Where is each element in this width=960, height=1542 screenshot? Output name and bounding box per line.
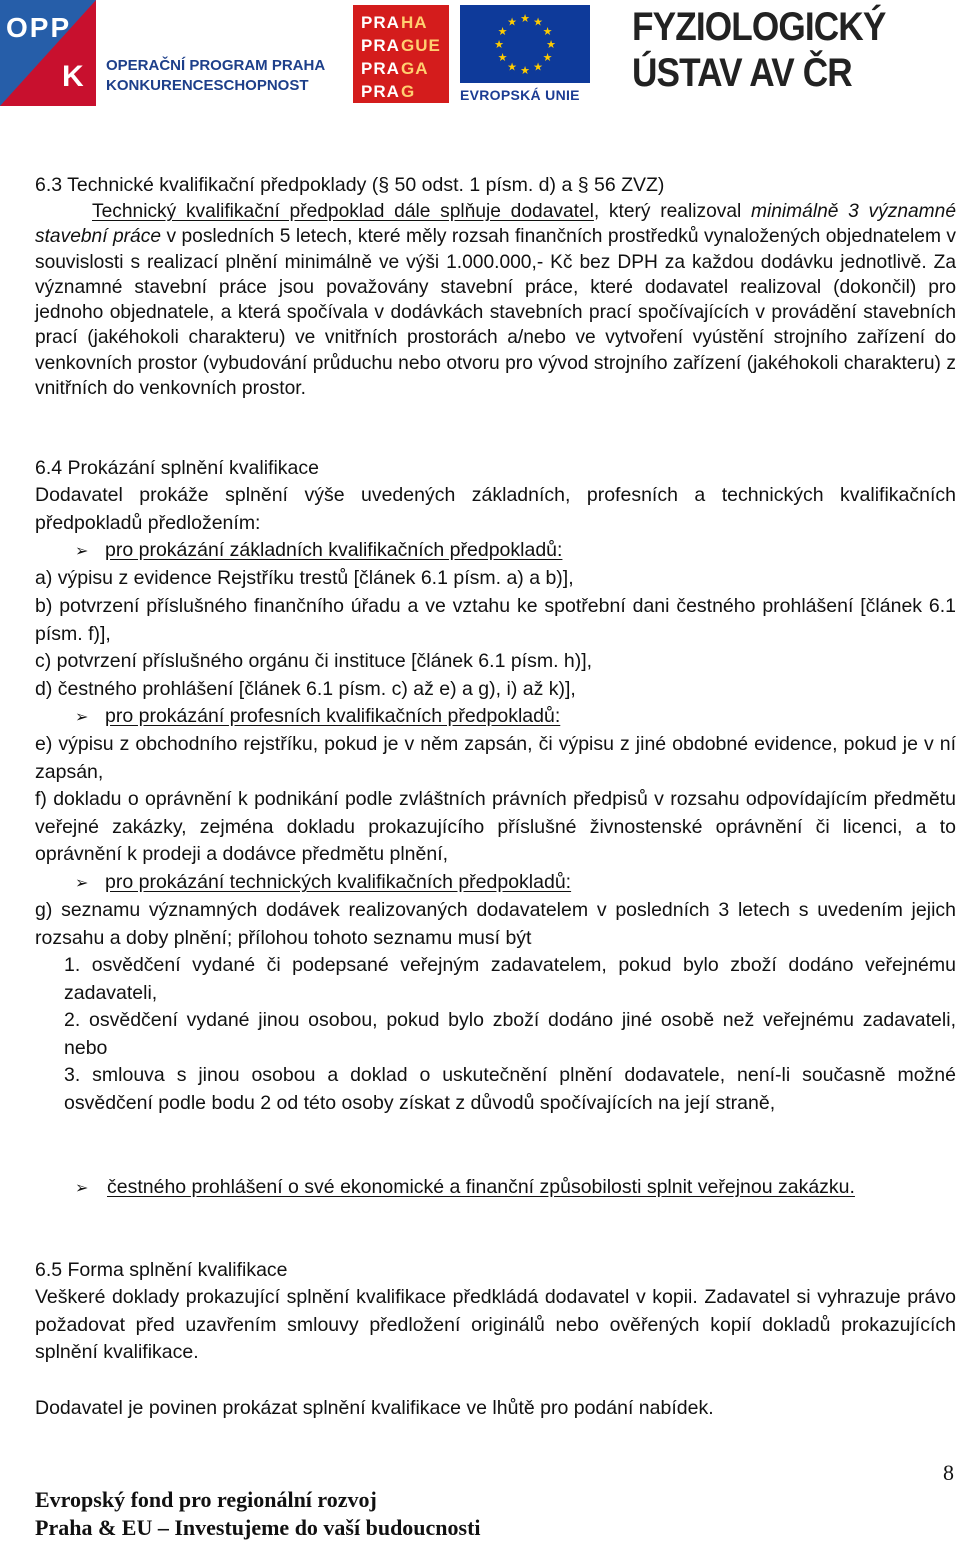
eu-label: EVROPSKÁ UNIE: [460, 87, 580, 103]
praha-logo: [353, 5, 449, 103]
praha-logo-syllable: HA: [401, 13, 428, 32]
opp-program-name: [106, 56, 325, 96]
list-item-c: c) potvrzení příslušného orgánu či instituce [článek 6.1 písm. h)],: [35, 650, 593, 672]
bullet-label: čestného prohlášení o své ekonomické a finanční způsobilosti splnit veřejnou zakázku.: [107, 1176, 855, 1198]
arrow-bullet-icon: ➢: [75, 541, 89, 560]
list-item-g: g) seznamu významných dodávek realizovaných dodavatelem v posledních 3 letech s uvedením jejich rozsahu a doby plnění; přílohou tohoto seznamu musí být: [35, 899, 956, 949]
fu-logo: [632, 4, 885, 96]
opp-logo-k: K: [62, 60, 84, 93]
list-item-b: b) potvrzení příslušného finančního úřadu a ve vztahu ke spotřební dani čestného prohlášení [článek 6.1 písm. f)],: [35, 595, 956, 645]
section-6-4-intro: Dodavatel prokáže splnění výše uvedených základních, profesních a technických kvalifikačních předpokladů předložením:: [35, 484, 956, 534]
praha-logo-row: [361, 34, 441, 57]
bullet-basic: [75, 537, 956, 565]
section-6-5-paragraph: Veškeré doklady prokazující splnění kvalifikace předkládá dodavatel v kopii. Zadavatel si vyhrazuje právo požadovat před uzavřením smlouvy předložení originálů nebo ověřených kopií dokladů prokazujících splnění kvalifikace.: [35, 1286, 956, 1363]
bullet-professional: [75, 703, 956, 731]
section-sign: §: [378, 174, 390, 196]
eu-star-icon: ★: [507, 15, 517, 29]
praha-logo-syllable: PRA: [361, 36, 400, 55]
bullet-label: pro prokázání technických kvalifikačních předpokladů:: [105, 871, 572, 893]
praha-logo-row: [361, 11, 441, 34]
arrow-bullet-icon: ➢: [75, 873, 89, 892]
eu-star-icon: ★: [520, 64, 530, 77]
eu-star-icon: ★: [497, 25, 508, 38]
paragraph-text: , který realizoval: [593, 201, 751, 222]
praha-logo-syllable: PRA: [361, 82, 400, 101]
section-6-3-paragraph: [35, 199, 956, 401]
section-6-5-paragraph-2: Dodavatel je povinen prokázat splnění kvalifikace ve lhůtě pro podání nabídek.: [35, 1397, 714, 1419]
section-6-5-heading: 6.5 Forma splnění kvalifikace: [35, 1259, 288, 1281]
praha-logo-text: [361, 11, 441, 103]
heading-part: 50 odst. 1 písm. d) a: [389, 174, 578, 196]
eu-star-icon: ★: [546, 38, 556, 51]
heading-part: 56 ZVZ): [588, 174, 665, 196]
footer-line-1: Evropský fond pro regionální rozvoj: [35, 1487, 377, 1512]
heading-part: 6.3 Technické kvalifikační předpoklady (: [35, 174, 379, 196]
numbered-item-2: 2. osvědčení vydané jinou osobou, pokud bylo zboží dodáno jiné osobě než veřejnému zadavateli, nebo: [64, 1009, 956, 1059]
arrow-bullet-icon: ➢: [75, 707, 89, 726]
eu-star-icon: ★: [542, 25, 553, 38]
section-sign: §: [577, 174, 589, 196]
italic-text: minimálně 3 významné stavební práce: [35, 201, 956, 248]
praha-logo-syllable: GUE: [401, 36, 441, 55]
eu-star-icon: ★: [494, 38, 504, 51]
bullet-label: pro prokázání profesních kvalifikačních předpokladů:: [105, 705, 561, 727]
list-item-f: f) dokladu o oprávnění k podnikání podle zvláštních právních předpisů v rozsahu odpovídajícím předmětu veřejné zakázky, zejména dokladu prokazujícího příslušné živnostenské oprávnění či licenci, a to oprávnění k prodeji a dodávce předmětu plnění,: [35, 788, 956, 865]
list-item-a: a) výpisu z evidence Rejstříku trestů [článek 6.1 písm. a) a b)],: [35, 567, 574, 589]
eu-star-icon: ★: [507, 60, 517, 74]
opp-k-logo: [0, 0, 96, 106]
section-6-4-heading: 6.4 Prokázání splnění kvalifikace: [35, 457, 319, 479]
eu-star-icon: ★: [497, 51, 508, 64]
section-6-3-heading: [35, 172, 956, 200]
bullet-declaration: [107, 1174, 907, 1202]
praha-logo-syllable: G: [401, 82, 416, 101]
eu-star-icon: ★: [533, 15, 543, 29]
underlined-text: Technický kvalifikační předpoklad dále splňuje dodavatel: [92, 201, 594, 222]
praha-logo-row: [361, 80, 441, 103]
eu-logo: [460, 5, 590, 103]
paragraph-text: v posledních 5 letech, které měly rozsah finančních prostředků vynaložených objednatelem v souvislosti s realizací plnění minimálně ve výši 1.000.000,- Kč bez DPH za každou dodávku jednotlivě. Za významné stavební práce jsou považovány stavební práce, které dodavatel realizoval (dokončil) pro jednoho objednatele, a která spočívala v dodávkách stavebních prací spočívajících v provádění stavebních prací (jakéhokoli charakteru) ve vnitřních prostorách a/nebo ve vytvoření vyústění strojního zařízení do venkovních prostor (vybudování průduchu nebo otvoru pro vývod strojního zařízení (jakéhokoli charakteru) z vnitřních do venkovních prostor.: [35, 226, 956, 400]
praha-logo-syllable: GA: [401, 59, 429, 78]
opp-line-2: KONKURENCESCHOPNOST: [106, 77, 309, 94]
list-item-d: d) čestného prohlášení [článek 6.1 písm. c) až e) a g), i) až k)],: [35, 678, 576, 700]
fu-line-1: FYZIOLOGICKÝ: [632, 5, 886, 49]
footer-line-2: Praha & EU – Investujeme do vaší budoucnosti: [35, 1515, 481, 1540]
eu-star-icon: ★: [533, 60, 543, 74]
bullet-label: pro prokázání základních kvalifikačních předpokladů:: [105, 539, 563, 561]
fu-line-2: ÚSTAV AV ČR: [632, 51, 852, 95]
praha-logo-syllable: PRA: [361, 59, 400, 78]
arrow-bullet-icon: [75, 1174, 105, 1202]
numbered-item-3: 3. smlouva s jinou osobou a doklad o uskutečnění plnění dodavatele, není-li současně možné osvědčení podle bodu 2 od této osoby získat z důvodů spočívajících na její straně,: [64, 1064, 956, 1114]
bullet-technical: [75, 869, 956, 897]
eu-flag-icon: [460, 5, 590, 83]
page-number: 8: [943, 1460, 954, 1485]
numbered-item-1: 1. osvědčení vydané či podepsané veřejným zadavatelem, pokud bylo zboží dodáno veřejnému zadavateli,: [64, 954, 956, 1004]
praha-logo-row: [361, 57, 441, 80]
opp-line-1: OPERAČNÍ PROGRAM PRAHA: [106, 57, 326, 74]
eu-star-icon: ★: [520, 12, 530, 25]
praha-logo-syllable: PRA: [361, 13, 400, 32]
opp-logo-letters: OPP: [6, 12, 72, 43]
eu-star-icon: ★: [542, 51, 553, 64]
list-item-e: e) výpisu z obchodního rejstříku, pokud je v něm zapsán, či výpisu z jiné obdobné evidence, pokud je v ní zapsán,: [35, 733, 956, 783]
arrow-glyph: ➢: [75, 1178, 89, 1197]
